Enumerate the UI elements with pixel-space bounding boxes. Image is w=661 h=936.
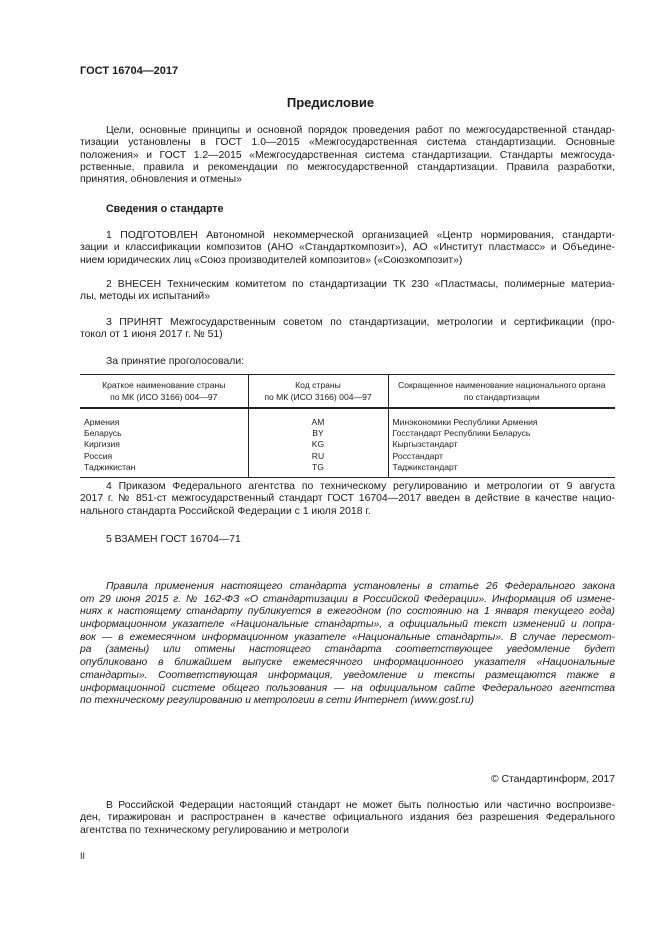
- text-line: 2 ВНЕСЕН Техническим комитетом по стандартизации ТК 230 «Пластмасы, полимерные материа-: [106, 279, 615, 290]
- text-line: ра (замены) или отмены настоящего стандарта соответствующее уведомление будет: [80, 644, 615, 656]
- text-line: опубликовано в ближайшем выпуске ежемесячного информационного указателя «Национальные: [80, 657, 615, 669]
- header-country-code: Код страны по МК (ИСО 3166) 004—97: [248, 375, 388, 409]
- text-line: токол от 1 июня 2017 г. № 51): [80, 329, 223, 341]
- item-3-adopted: [80, 317, 615, 342]
- country-code-cell: BY: [248, 428, 388, 439]
- page-title: Предисловие: [286, 95, 375, 110]
- table-row: [80, 451, 615, 462]
- table-header-row: [80, 375, 615, 409]
- text-line: тизации установлены в ГОСТ 1.0—2015 «Межгосударственная система стандартизации. Основные: [80, 137, 615, 149]
- text-line: В Российской Федерации настоящий стандарт не может быть полностью или частично воспроизве-: [106, 800, 615, 811]
- country-name-cell: Киргизия: [84, 439, 120, 450]
- table-row: [80, 428, 615, 439]
- notice-paragraph: [80, 581, 615, 708]
- text-line: 3 ПРИНЯТ Межгосударственным советом по стандартизации, метрологии и сертификации (про-: [106, 317, 615, 328]
- item-5-replaces: 5 ВЗАМЕН ГОСТ 16704—71: [106, 534, 241, 545]
- text-line: вок — в ежемесячном информационном указателе «Национальные стандарты». В случае пересмот-: [80, 631, 615, 643]
- text-line: положения» и ГОСТ 1.2—2015 «Межгосударственная система стандартизации. Стандарты межгосуда-: [80, 149, 615, 161]
- text-line: принятия, обновления и отмены»: [80, 174, 242, 186]
- page-number: II: [80, 851, 86, 861]
- text-line: зации и классификации композитов (АНО «Стандарткомпозит»), АО «Институт пластмасс» и Объедине-: [80, 242, 615, 254]
- country-code-cell: AM: [248, 408, 388, 428]
- standards-body-cell: Кыргызстандарт: [388, 439, 615, 450]
- standards-body-cell: Госстандарт Республики Беларусь: [388, 428, 615, 439]
- text-line: ден, тиражирован и распространен в качестве официального издания без разрешения Федерального: [80, 812, 615, 824]
- text-line: рственные, правила и рекомендации по межгосударственной стандартизации. Правила разработки,: [80, 161, 615, 173]
- text-line: лы, методы их испытаний»: [80, 291, 211, 303]
- country-name-cell: Россия: [84, 450, 113, 461]
- standards-body-cell: Таджикстандарт: [388, 462, 615, 478]
- section-heading: Сведения о стандарте: [106, 203, 224, 215]
- table-row: [80, 462, 615, 478]
- voting-table: [80, 374, 615, 478]
- country-code-cell: KG: [248, 439, 388, 450]
- table-row: [80, 408, 615, 428]
- text-line: нием юридических лиц «Союз производителей композитов» («Союзкомпозит»): [80, 254, 463, 266]
- document-id: ГОСТ 16704—2017: [80, 65, 179, 77]
- vote-label: За принятие проголосовали:: [106, 356, 245, 367]
- text-line: нального стандарта Российской Федерации с 1 июля 2018 г.: [80, 505, 371, 517]
- text-line: агентства по техническому регулированию и метрологи: [80, 824, 349, 836]
- header-country-name: Краткое наименование страны по МК (ИСО 3166) 004—97: [80, 375, 248, 409]
- header-standards-body: Сокращенное наименование национального органа по стандартизации: [388, 375, 615, 409]
- copyright: © Стандартинформ, 2017: [490, 774, 615, 785]
- rights-paragraph: [80, 800, 615, 837]
- country-code-cell: RU: [248, 451, 388, 462]
- standards-body-cell: Минэкономики Республики Армения: [388, 408, 615, 428]
- text-line: Правила применения настоящего стандарта установлены в статье 26 Федерального закона: [106, 581, 615, 592]
- text-line: по техническому регулированию и метрологии в сети Интернет (www.gost.ru): [80, 695, 474, 707]
- intro-paragraph: [80, 125, 615, 186]
- text-line: 4 Приказом Федерального агентства по техническому регулированию и метрологии от 9 августа: [106, 481, 615, 492]
- country-name-cell: Армения: [84, 417, 120, 427]
- country-name-cell: Беларусь: [84, 428, 122, 439]
- item-2-submitted: [80, 279, 615, 304]
- text-line: 2017 г. № 851-ст межгосударственный стандарт ГОСТ 16704—2017 введен в действие в качестве нацио-: [80, 493, 615, 505]
- table-row: [80, 439, 615, 450]
- text-line: от 29 июня 2015 г. № 162-ФЗ «О стандартизации в Российской Федерации». Информация об измене-: [80, 593, 615, 605]
- text-line: Цели, основные принципы и основной порядок проведения работ по межгосударственной стандар-: [106, 125, 615, 136]
- text-line: ниях к настоящему стандарту публикуется в ежегодном (по состоянию на 1 января текущего года): [80, 606, 615, 618]
- text-line: информационной системе общего пользования — на официальном сайте Федерального агентства: [80, 682, 615, 694]
- item-1-prepared: [80, 230, 615, 267]
- text-line: информационном указателе «Национальные стандарты», а официальный текст изменений и попра-: [80, 619, 615, 631]
- country-name-cell: Таджикистан: [80, 462, 248, 478]
- text-line: 1 ПОДГОТОВЛЕН Автономной некоммерческой организацией «Центр нормирования, стандарти-: [106, 230, 615, 241]
- country-code-cell: TG: [248, 462, 388, 478]
- standards-body-cell: Росстандарт: [388, 451, 615, 462]
- text-line: стандарты». Соответствующая информация, уведомление и тексты размещаются также в: [80, 669, 615, 681]
- item-4-order: [80, 481, 615, 518]
